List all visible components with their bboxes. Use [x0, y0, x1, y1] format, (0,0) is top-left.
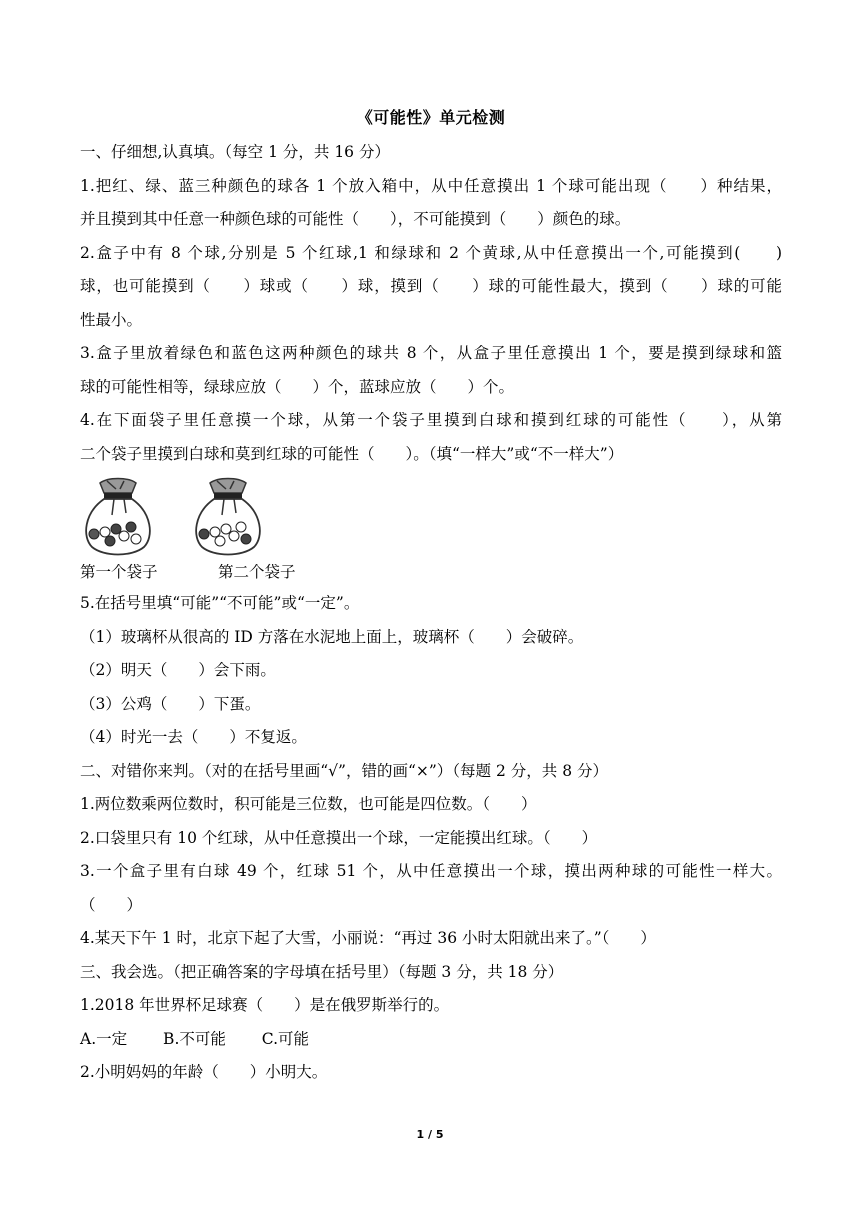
s1-q4-line2: 二个袋子里摸到白球和莫到红球的可能性（ ）。（填“一样大”或“不一样大”） [80, 444, 624, 463]
document-title: 《可能性》单元检测 [356, 108, 506, 127]
s1-q1-line1: 1.把红、绿、蓝三种颜色的球各 1 个放入箱中，从中任意摸出 1 个球可能出现（ ）种结果， [80, 176, 782, 195]
s1-q3-line1: 3.盒子里放着绿色和蓝色这两种颜色的球共 8 个，从盒子里任意摸出 1 个，要是摸到绿球和篮 [80, 344, 782, 362]
s1-q5-item2: （2）明天（ ）会下雨。 [80, 661, 276, 679]
s1-q4-line1: 4.在下面袋子里任意摸一个球，从第一个袋子里摸到白球和摸到红球的可能性（ ），从第 [80, 411, 782, 429]
s1-q5: 5.在括号里填“可能”“不可能”或“一定”。 [80, 594, 360, 612]
s2-q1: 1.两位数乘两位数时，积可能是三位数，也可能是四位数。（ ） [80, 795, 537, 813]
s3-q1-options: A.一定 B.不可能 C.可能 [80, 1029, 310, 1048]
section1-heading: 一、仔细想,认真填。（每空 1 分，共 16 分） [80, 143, 390, 161]
s1-q5-item4: （4）时光一去（ ）不复返。 [80, 728, 307, 746]
bag1-caption: 第一个袋子 [80, 563, 158, 581]
page-number: 1 / 5 [416, 1128, 444, 1141]
bag2-caption: 第二个袋子 [218, 563, 296, 581]
s1-q2-line2: 球，也可能摸到（ ）球或（ ）球，摸到（ ）球的可能性最大，摸到（ ）球的可能 [80, 277, 782, 295]
s1-q5-item3: （3）公鸡（ ）下蛋。 [80, 694, 261, 713]
s1-q2-line3: 性最小。 [80, 310, 143, 329]
bag-captions [80, 557, 782, 587]
s3-q1: 1.2018 年世界杯足球赛（ ）是在俄罗斯举行的。 [80, 996, 450, 1014]
s3-q2: 2.小明妈妈的年龄（ ）小明大。 [80, 1063, 328, 1081]
s2-q3-line1: 3.一个盒子里有白球 49 个，红球 51 个，从中任意摸出一个球，摸出两种球的可能性一样大。 [80, 862, 782, 880]
s2-q4: 4.某天下午 1 时，北京下起了大雪，小丽说：“再过 36 小时太阳就出来了。”（ ） [80, 929, 656, 947]
s2-q2: 2.口袋里只有 10 个红球，从中任意摸出一个球，一定能摸出红球。（ ） [80, 828, 598, 847]
s1-q1-line2: 并且摸到其中任意一种颜色球的可能性（ ），不可能摸到（ ）颜色的球。 [80, 210, 631, 228]
s1-q3-line2: 球的可能性相等，绿球应放（ ）个，蓝球应放（ ）个。 [80, 377, 515, 396]
s2-q3-line2: （ ） [80, 895, 143, 914]
s1-q2-line1: 2.盒子中有 8 个球,分别是 5 个红球,1 和绿球和 2 个黄球,从中任意摸出一个,可能摸到( ) [80, 243, 782, 262]
bag1-image [80, 477, 156, 557]
bag-illustrations [80, 477, 782, 557]
section2-heading: 二、对错你来判。（对的在括号里画“√”，错的画“×”）（每题 2 分，共 8 分） [80, 761, 608, 780]
s1-q5-item1: （1）玻璃杯从很高的 ID 方落在水泥地上面上，玻璃杯（ ）会破碎。 [80, 627, 584, 646]
bag2-image [190, 477, 266, 557]
section3-heading: 三、我会选。（把正确答案的字母填在括号里）（每题 3 分，共 18 分） [80, 962, 564, 981]
